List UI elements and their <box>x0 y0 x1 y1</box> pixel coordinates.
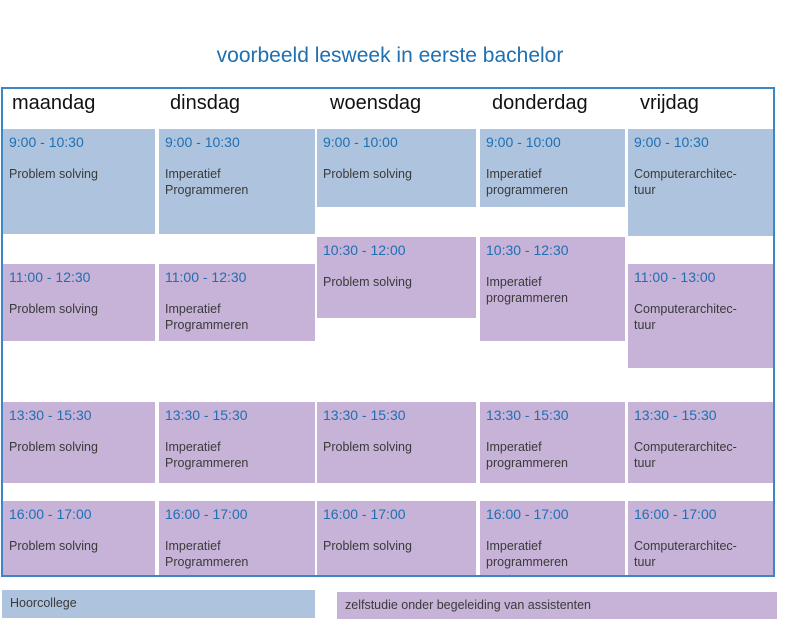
class-time: 9:00 - 10:30 <box>634 134 709 150</box>
class-block <box>3 501 155 575</box>
class-block <box>480 237 625 341</box>
day-header-thursday: donderdag <box>492 92 588 114</box>
class-course: Problem solving <box>9 302 98 316</box>
class-block <box>480 501 625 575</box>
class-course: Imperatief programmeren <box>486 440 568 470</box>
class-course: Problem solving <box>323 539 412 553</box>
class-block <box>628 264 773 368</box>
class-time: 16:00 - 17:00 <box>165 506 248 522</box>
class-block <box>317 402 476 483</box>
class-course: Imperatief programmeren <box>486 539 568 569</box>
class-course: Imperatief Programmeren <box>165 302 249 332</box>
class-block <box>628 501 773 575</box>
class-block <box>317 501 476 575</box>
class-time: 9:00 - 10:00 <box>486 134 561 150</box>
class-time: 11:00 - 12:30 <box>165 269 247 285</box>
legend-lecture: Hoorcollege <box>2 590 315 618</box>
class-time: 10:30 - 12:00 <box>323 242 406 258</box>
class-block <box>3 129 155 234</box>
class-course: Imperatief Programmeren <box>165 440 249 470</box>
class-block <box>628 129 773 236</box>
class-course: Problem solving <box>323 275 412 289</box>
class-course: Imperatief programmeren <box>486 275 568 305</box>
class-time: 13:30 - 15:30 <box>634 407 717 423</box>
class-block <box>317 129 476 207</box>
class-course: Computerarchitec- tuur <box>634 440 737 470</box>
class-block <box>159 129 315 234</box>
class-course: Computerarchitec- tuur <box>634 167 737 197</box>
class-course: Problem solving <box>9 539 98 553</box>
class-time: 13:30 - 15:30 <box>486 407 569 423</box>
class-time: 16:00 - 17:00 <box>323 506 406 522</box>
class-course: Imperatief Programmeren <box>165 167 249 197</box>
class-block <box>480 402 625 483</box>
class-course: Computerarchitec- tuur <box>634 302 737 332</box>
class-time: 13:30 - 15:30 <box>165 407 248 423</box>
class-time: 16:00 - 17:00 <box>486 506 569 522</box>
class-time: 9:00 - 10:00 <box>323 134 398 150</box>
class-course: Problem solving <box>323 167 412 181</box>
class-block <box>317 237 476 318</box>
class-time: 9:00 - 10:30 <box>165 134 240 150</box>
class-block <box>159 501 315 575</box>
class-time: 11:00 - 13:00 <box>634 269 716 285</box>
class-course: Problem solving <box>323 440 412 454</box>
class-time: 16:00 - 17:00 <box>9 506 92 522</box>
class-time: 9:00 - 10:30 <box>9 134 84 150</box>
class-block <box>3 264 155 341</box>
class-block <box>159 402 315 483</box>
class-block <box>480 129 625 207</box>
class-course: Computerarchitec- tuur <box>634 539 737 569</box>
class-time: 13:30 - 15:30 <box>9 407 92 423</box>
class-block <box>3 402 155 483</box>
class-time: 13:30 - 15:30 <box>323 407 406 423</box>
day-header-friday: vrijdag <box>640 92 699 114</box>
class-time: 11:00 - 12:30 <box>9 269 91 285</box>
day-header-tuesday: dinsdag <box>170 92 241 114</box>
class-time: 16:00 - 17:00 <box>634 506 717 522</box>
day-header-wednesday: woensdag <box>330 92 422 114</box>
class-course: Imperatief programmeren <box>486 167 568 197</box>
class-course: Imperatief Programmeren <box>165 539 249 569</box>
legend-selfstudy: zelfstudie onder begeleiding van assistenten <box>337 592 777 619</box>
class-block <box>159 264 315 341</box>
class-course: Problem solving <box>9 440 98 454</box>
class-time: 10:30 - 12:30 <box>486 242 569 258</box>
day-header-monday: maandag <box>12 92 96 114</box>
class-block <box>628 402 773 483</box>
page-title: voorbeeld lesweek in eerste bachelor <box>216 44 564 67</box>
class-course: Problem solving <box>9 167 98 181</box>
